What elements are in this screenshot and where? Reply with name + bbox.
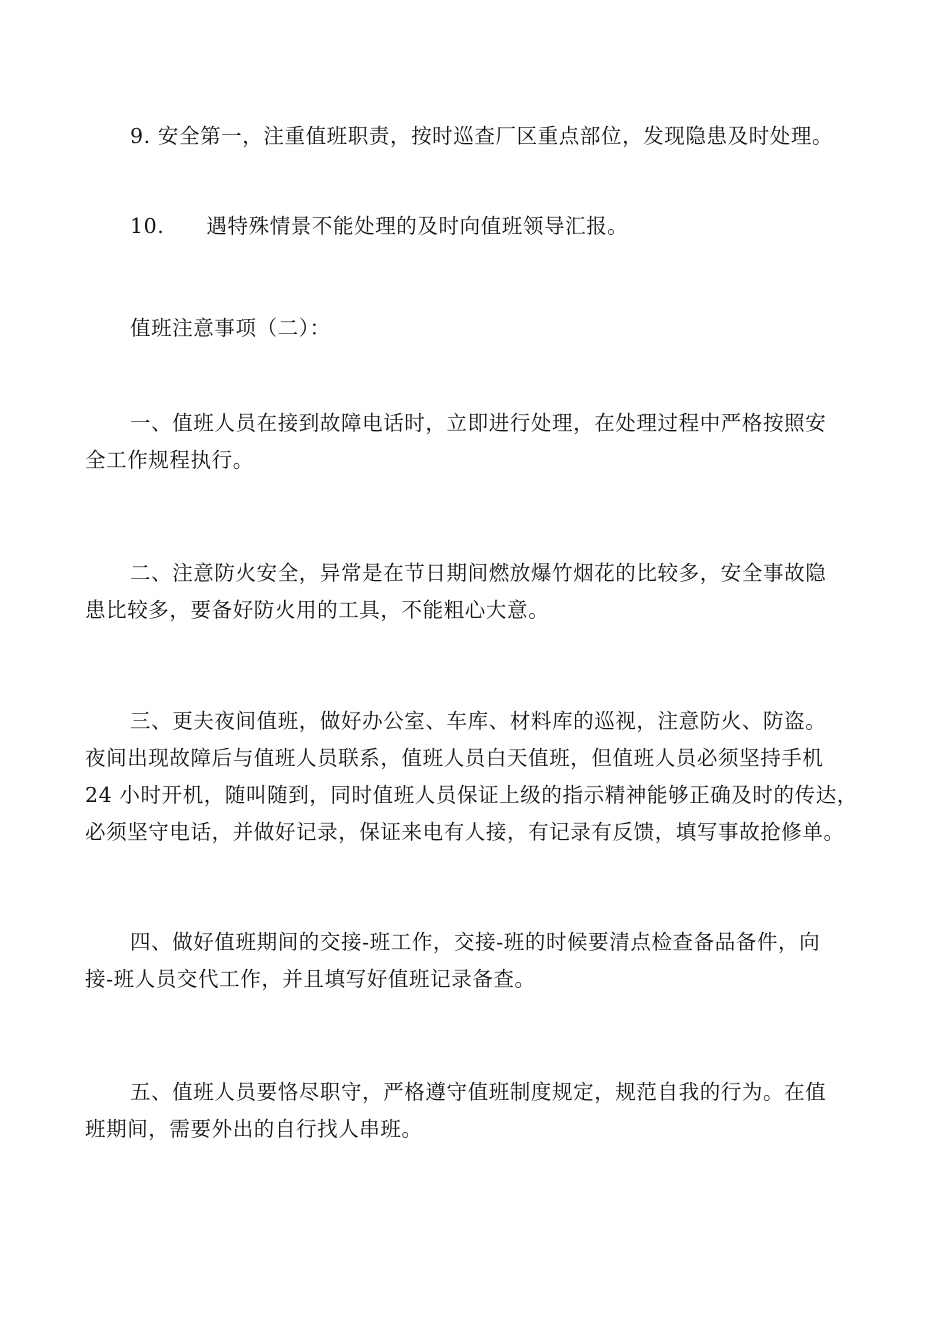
item-10 [85,208,875,245]
point-5-line-1: 五、值班人员要恪尽职守，严格遵守值班制度规定，规范自我的行为。在值 [130,1080,827,1104]
point-4-line-1: 四、做好值班期间的交接-班工作，交接-班的时候要清点检查备品备件，向 [130,930,821,954]
point-5 [85,1074,875,1148]
item-10-line [85,208,875,245]
point-3-line-2: 夜间出现故障后与值班人员联系，值班人员白天值班，但值班人员必须坚持手机 [85,746,824,770]
section-heading [85,310,875,347]
point-3-line-1: 三、更夫夜间值班，做好办公室、车库、材料库的巡视，注意防火、防盗。 [130,709,827,733]
point-2-line-2: 患比较多，要备好防火用的工具，不能粗心大意。 [85,598,550,622]
point-2 [85,555,875,629]
point-4-line-2: 接-班人员交代工作，并且填写好值班记录备查。 [85,967,536,991]
point-4 [85,924,875,998]
point-3-line-3: 24 小时开机，随叫随到，同时值班人员保证上级的指示精神能够正确及时的传达， [85,783,858,807]
item-9 [85,118,875,155]
point-3-line-4: 必须坚守电话，并做好记录，保证来电有人接，有记录有反馈，填写事故抢修单。 [85,820,845,844]
item-10-text: 遇特殊情景不能处理的及时向值班领导汇报。 [206,214,629,238]
point-1 [85,405,875,479]
section-heading-text: 值班注意事项（二）： [130,316,331,340]
point-2-line-1: 二、注意防火安全，异常是在节日期间燃放爆竹烟花的比较多，安全事故隐 [130,561,827,585]
item-10-number: 10. [130,214,165,238]
point-1-line-2: 全工作规程执行。 [85,448,254,472]
point-3 [85,703,875,851]
item-9-text: 9. 安全第一，注重值班职责，按时巡查厂区重点部位，发现隐患及时处理。 [130,124,834,148]
point-1-line-1: 一、值班人员在接到故障电话时，立即进行处理，在处理过程中严格按照安 [130,411,827,435]
point-5-line-2: 班期间，需要外出的自行找人串班。 [85,1117,423,1141]
